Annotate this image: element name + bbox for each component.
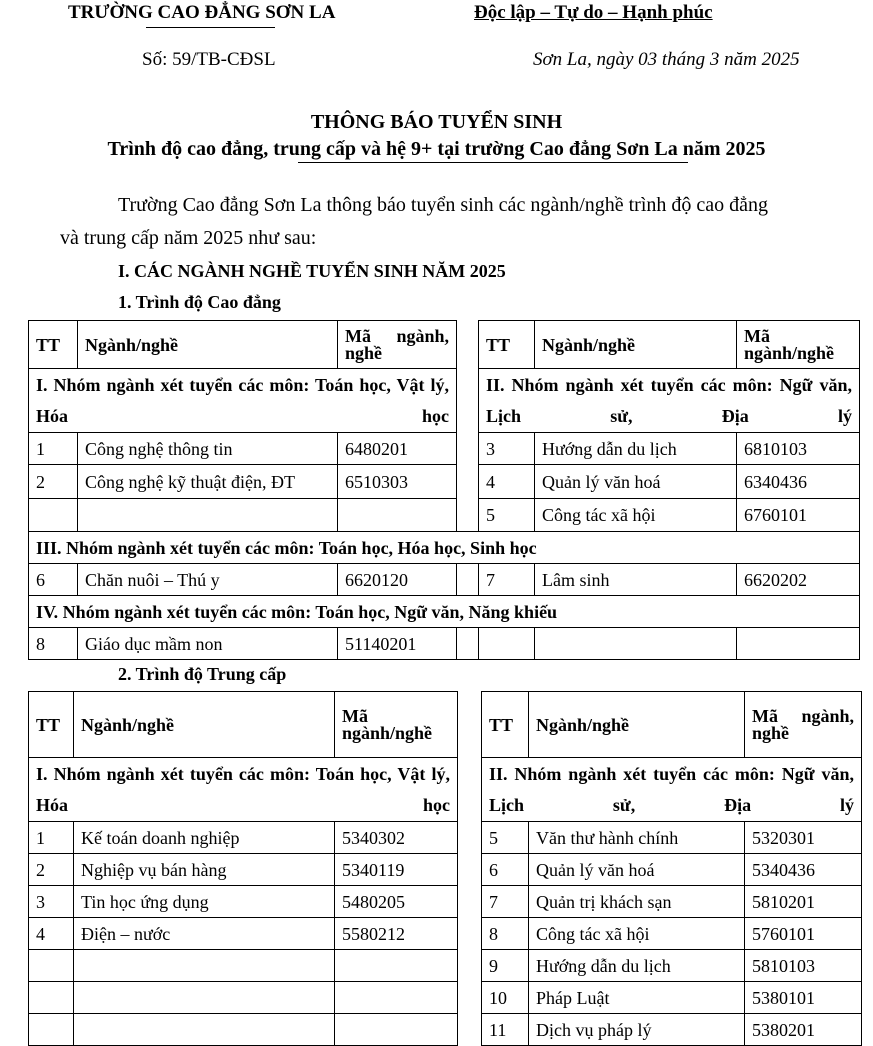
cell-code: 6760101 xyxy=(737,499,860,532)
cell-code: 5580212 xyxy=(335,918,458,950)
table-row xyxy=(29,854,862,886)
cell-tt: 8 xyxy=(29,628,78,660)
intermediate-level-heading: 2. Trình độ Trung cấp xyxy=(118,664,287,684)
table-row xyxy=(29,918,862,950)
cell-name xyxy=(535,628,737,660)
cell-name: Pháp Luật xyxy=(529,982,745,1014)
cell-code: 6620120 xyxy=(338,564,457,596)
table-gap xyxy=(458,1014,482,1046)
col-name: Ngành/nghề xyxy=(78,321,338,369)
table-row xyxy=(29,433,860,465)
school-name: TRƯỜNG CAO ĐẲNG SƠN LA xyxy=(68,2,336,23)
cell-tt: 9 xyxy=(482,950,529,982)
cell-tt: 1 xyxy=(29,433,78,465)
cell-tt: 8 xyxy=(482,918,529,950)
cell-tt: 4 xyxy=(479,465,535,499)
cell-code: 51140201 xyxy=(338,628,457,660)
table-gap xyxy=(457,433,479,465)
cell-name: Quản lý văn hoá xyxy=(529,854,745,886)
cell-name: Công tác xã hội xyxy=(535,499,737,532)
table-gap xyxy=(458,982,482,1014)
cell-tt xyxy=(29,982,74,1014)
table-gap xyxy=(458,854,482,886)
cell-tt: 5 xyxy=(482,822,529,854)
cell-code: 5380201 xyxy=(745,1014,862,1046)
table-row xyxy=(29,564,860,596)
table-gap xyxy=(457,564,479,596)
college-programs-table xyxy=(28,320,860,660)
col-name: Ngành/nghề xyxy=(74,692,335,758)
college-level-heading: 1. Trình độ Cao đẳng xyxy=(118,292,281,312)
cell-code xyxy=(737,628,860,660)
intro-line-2: và trung cấp năm 2025 như sau: xyxy=(60,227,317,249)
col-code: Mã ngành, nghề xyxy=(338,321,457,369)
group-2-label: II. Nhóm ngành xét tuyển các môn: Ngữ văn, Lịch sử, Địa lý xyxy=(482,758,862,822)
table-row xyxy=(29,628,860,660)
col-code: Mã ngành/nghề xyxy=(335,692,458,758)
cell-code: 5810103 xyxy=(745,950,862,982)
document-number: Số: 59/TB-CĐSL xyxy=(142,49,276,70)
col-tt: TT xyxy=(29,321,78,369)
cell-code: 6510303 xyxy=(338,465,457,499)
cell-name: Dịch vụ pháp lý xyxy=(529,1014,745,1046)
table-header-row xyxy=(29,692,862,758)
cell-code: 5480205 xyxy=(335,886,458,918)
cell-name xyxy=(74,982,335,1014)
cell-name: Hướng dẫn du lịch xyxy=(529,950,745,982)
cell-name: Văn thư hành chính xyxy=(529,822,745,854)
table-gap xyxy=(458,886,482,918)
group-1-label: I. Nhóm ngành xét tuyển các môn: Toán học, Vật lý, Hóa học xyxy=(29,369,457,433)
national-motto: Độc lập – Tự do – Hạnh phúc xyxy=(474,2,713,23)
cell-name: Điện – nước xyxy=(74,918,335,950)
table-gap xyxy=(458,918,482,950)
table-gap xyxy=(457,321,479,369)
cell-name: Tin học ứng dụng xyxy=(74,886,335,918)
group-3-label: III. Nhóm ngành xét tuyển các môn: Toán học, Hóa học, Sinh học xyxy=(29,532,860,564)
cell-code xyxy=(335,982,458,1014)
school-name-underline xyxy=(146,27,275,28)
cell-code: 5340436 xyxy=(745,854,862,886)
cell-name: Quản trị khách sạn xyxy=(529,886,745,918)
cell-name: Kế toán doanh nghiệp xyxy=(74,822,335,854)
table-row xyxy=(29,465,860,499)
page-title: THÔNG BÁO TUYỂN SINH xyxy=(310,111,563,133)
group-row xyxy=(29,758,862,822)
cell-tt: 11 xyxy=(482,1014,529,1046)
col-name: Ngành/nghề xyxy=(529,692,745,758)
cell-name: Công nghệ kỹ thuật điện, ĐT xyxy=(78,465,338,499)
cell-name: Công tác xã hội xyxy=(529,918,745,950)
document-date: Sơn La, ngày 03 tháng 3 năm 2025 xyxy=(533,49,800,70)
cell-name xyxy=(78,499,338,532)
table-row xyxy=(29,1014,862,1046)
cell-code: 5810201 xyxy=(745,886,862,918)
table-row xyxy=(29,950,862,982)
group-row xyxy=(29,596,860,628)
cell-name: Công nghệ thông tin xyxy=(78,433,338,465)
cell-tt: 5 xyxy=(479,499,535,532)
cell-tt: 1 xyxy=(29,822,74,854)
section-heading: I. CÁC NGÀNH NGHỀ TUYỂN SINH NĂM 2025 xyxy=(118,261,506,281)
table-gap xyxy=(457,499,479,532)
col-code: Mã ngành/nghề xyxy=(737,321,860,369)
cell-code xyxy=(338,499,457,532)
cell-tt xyxy=(29,950,74,982)
cell-code xyxy=(335,950,458,982)
cell-code xyxy=(335,1014,458,1046)
cell-name: Chăn nuôi – Thú y xyxy=(78,564,338,596)
table-gap xyxy=(457,465,479,499)
cell-code: 5340302 xyxy=(335,822,458,854)
col-tt: TT xyxy=(479,321,535,369)
col-tt: TT xyxy=(482,692,529,758)
cell-code: 5320301 xyxy=(745,822,862,854)
group-row xyxy=(29,369,860,433)
cell-code: 6810103 xyxy=(737,433,860,465)
cell-name: Quản lý văn hoá xyxy=(535,465,737,499)
col-name: Ngành/nghề xyxy=(535,321,737,369)
intro-line-1: Trường Cao đẳng Sơn La thông báo tuyển sinh các ngành/nghề trình độ cao đẳng xyxy=(118,194,769,216)
cell-tt xyxy=(29,1014,74,1046)
table-gap xyxy=(458,758,482,822)
cell-name xyxy=(74,1014,335,1046)
table-row xyxy=(29,822,862,854)
cell-tt xyxy=(29,499,78,532)
cell-tt xyxy=(479,628,535,660)
table-gap xyxy=(458,692,482,758)
cell-code: 5340119 xyxy=(335,854,458,886)
table-gap xyxy=(457,369,479,433)
cell-tt: 2 xyxy=(29,465,78,499)
cell-code: 6480201 xyxy=(338,433,457,465)
cell-code: 6620202 xyxy=(737,564,860,596)
intermediate-programs-table xyxy=(28,691,862,1046)
table-gap xyxy=(458,950,482,982)
cell-name: Giáo dục mầm non xyxy=(78,628,338,660)
cell-code: 6340436 xyxy=(737,465,860,499)
page-subtitle: Trình độ cao đẳng, trung cấp và hệ 9+ tại trường Cao đẳng Sơn La năm 2025 xyxy=(107,138,766,160)
cell-name: Hướng dẫn du lịch xyxy=(535,433,737,465)
cell-tt: 2 xyxy=(29,854,74,886)
col-code: Mã ngành, nghề xyxy=(745,692,862,758)
subtitle-underline xyxy=(298,162,688,163)
cell-tt: 4 xyxy=(29,918,74,950)
table-row xyxy=(29,499,860,532)
col-tt: TT xyxy=(29,692,74,758)
group-4-label: IV. Nhóm ngành xét tuyển các môn: Toán học, Ngữ văn, Năng khiếu xyxy=(29,596,860,628)
cell-tt: 10 xyxy=(482,982,529,1014)
cell-code: 5760101 xyxy=(745,918,862,950)
cell-tt: 6 xyxy=(29,564,78,596)
cell-tt: 3 xyxy=(29,886,74,918)
cell-code: 5380101 xyxy=(745,982,862,1014)
group-2-label: II. Nhóm ngành xét tuyển các môn: Ngữ văn, Lịch sử, Địa lý xyxy=(479,369,860,433)
cell-tt: 7 xyxy=(479,564,535,596)
cell-name: Lâm sinh xyxy=(535,564,737,596)
table-header-row xyxy=(29,321,860,369)
group-1-label: I. Nhóm ngành xét tuyển các môn: Toán học, Vật lý, Hóa học xyxy=(29,758,458,822)
cell-tt: 3 xyxy=(479,433,535,465)
table-gap xyxy=(457,628,479,660)
cell-name: Nghiệp vụ bán hàng xyxy=(74,854,335,886)
cell-tt: 6 xyxy=(482,854,529,886)
cell-name xyxy=(74,950,335,982)
table-gap xyxy=(458,822,482,854)
group-row xyxy=(29,532,860,564)
table-row xyxy=(29,982,862,1014)
table-row xyxy=(29,886,862,918)
cell-tt: 7 xyxy=(482,886,529,918)
